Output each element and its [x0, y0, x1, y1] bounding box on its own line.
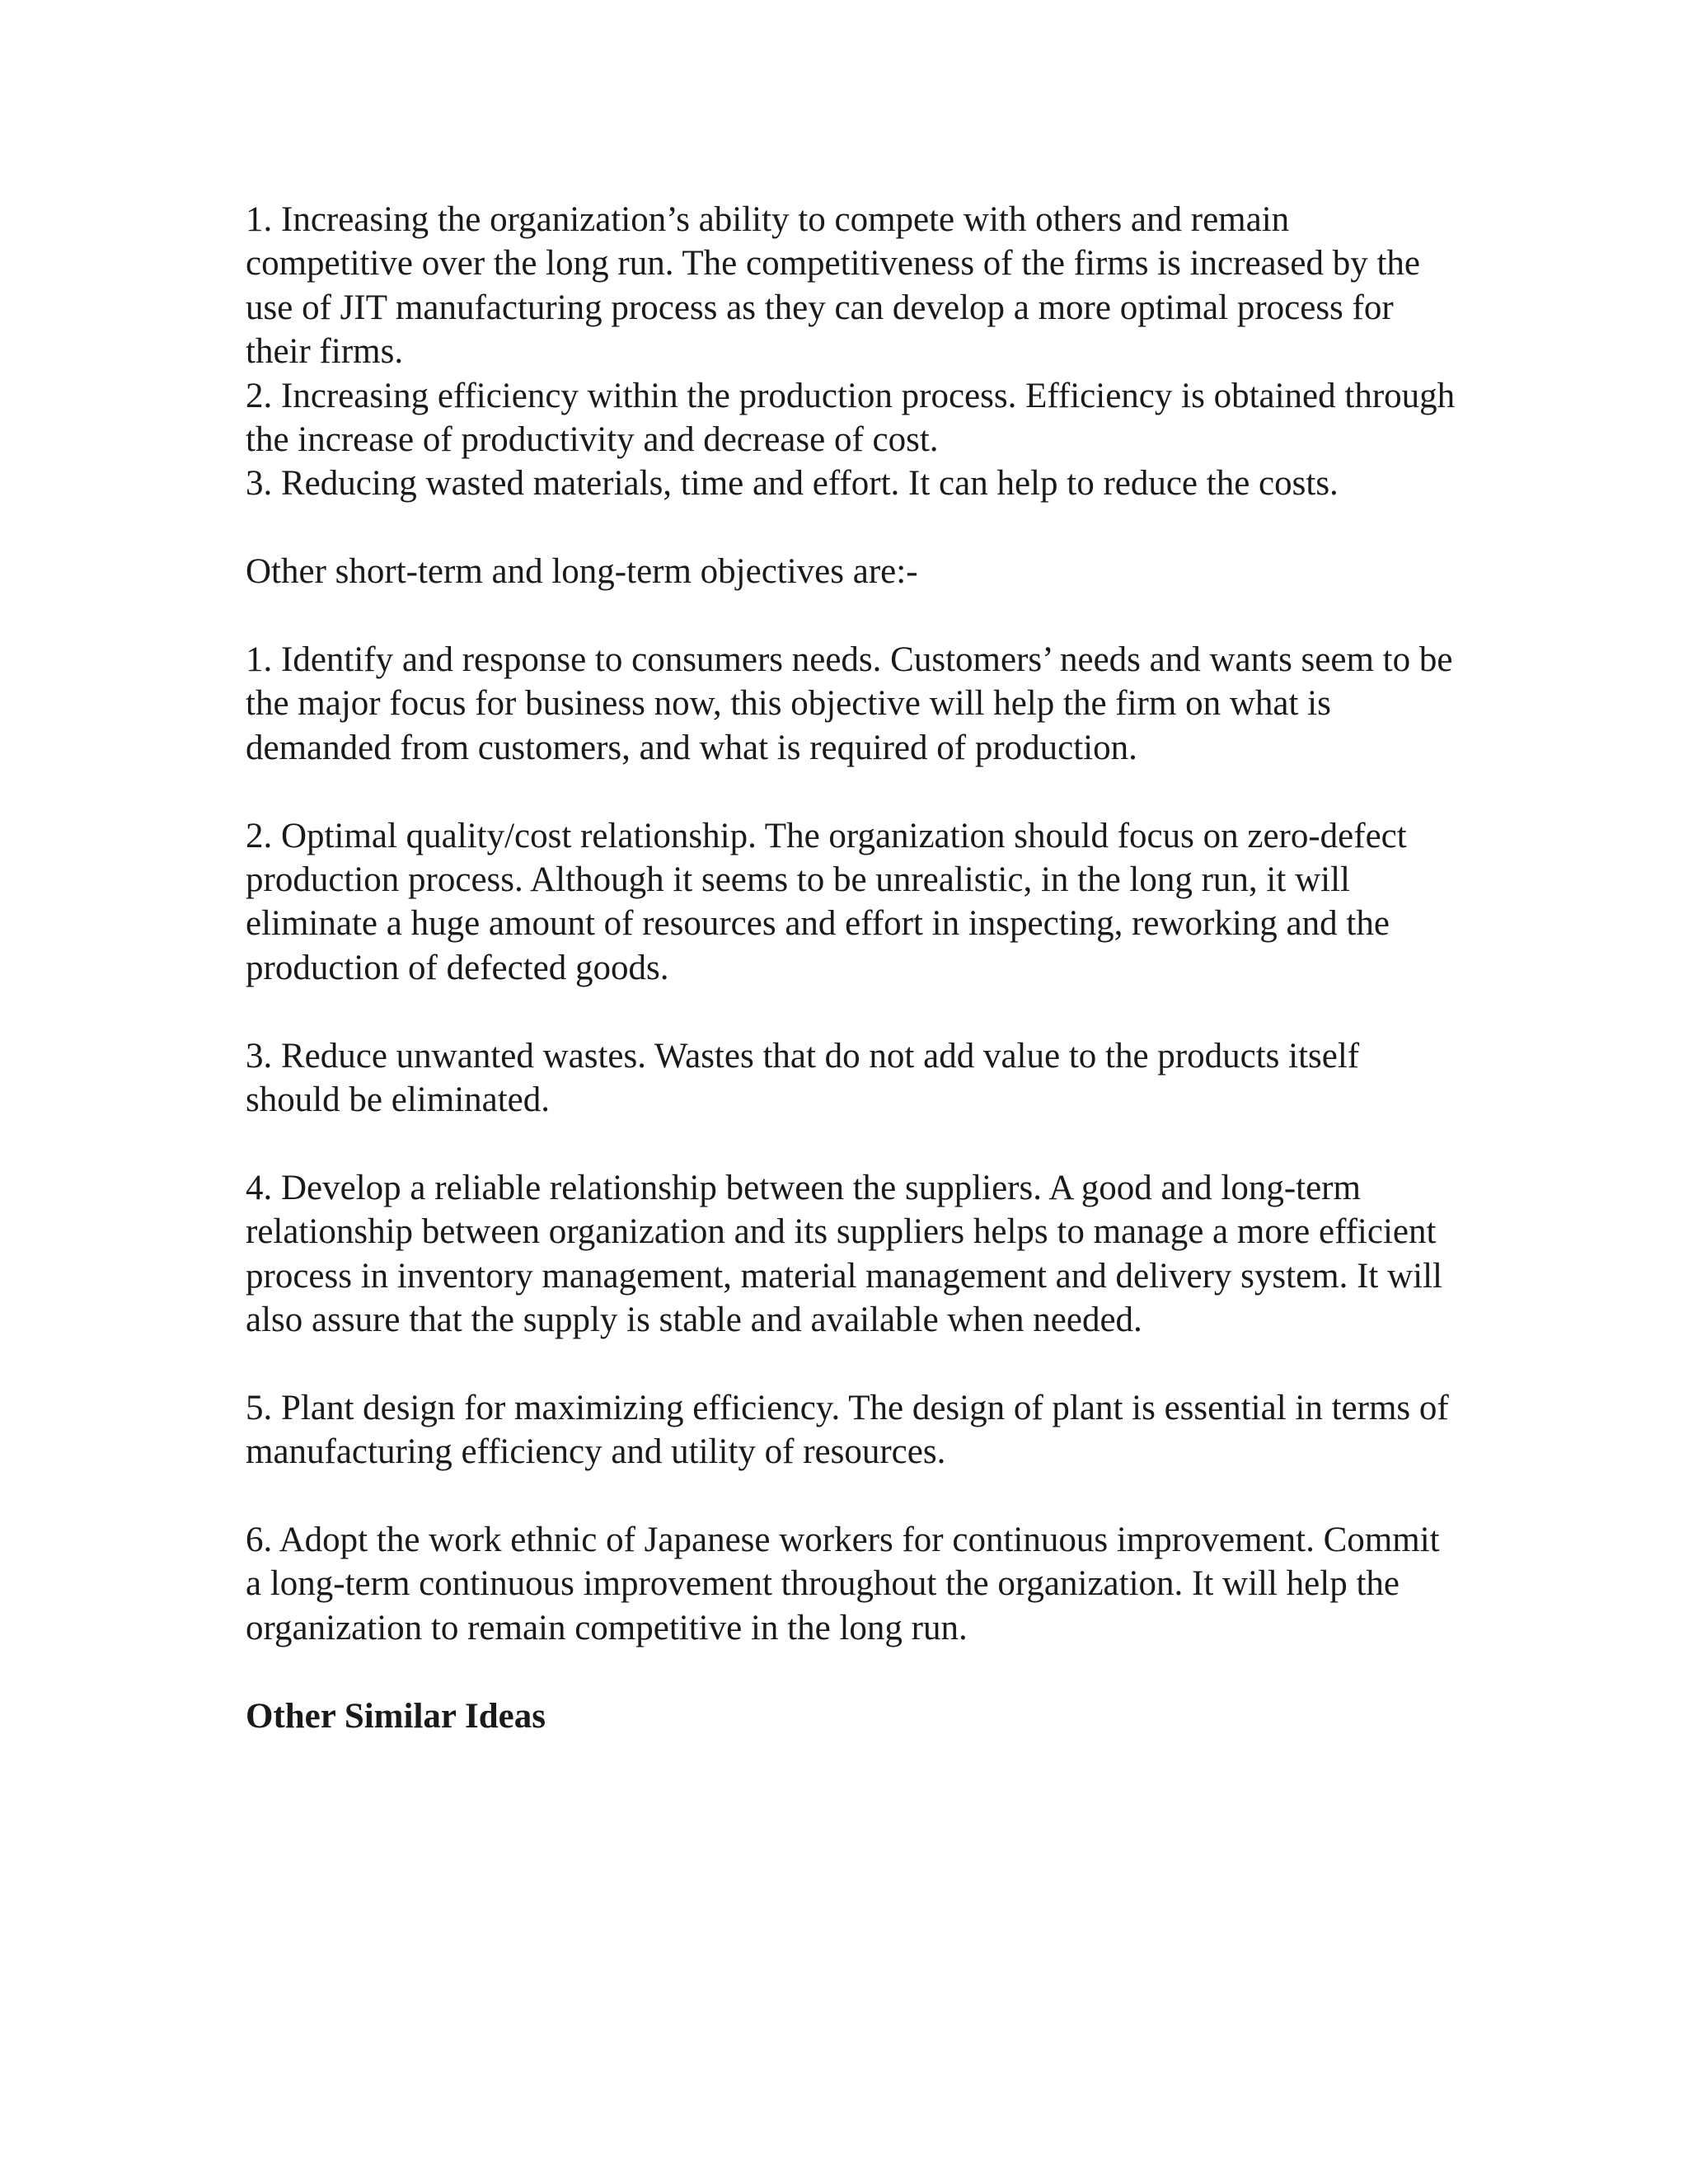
document-body — [246, 198, 1457, 1738]
intro-item-2: 2. Increasing efficiency within the production process. Efficiency is obtained through the increase of productivity and decrease of cost. — [246, 376, 1456, 460]
intro-item-1: 1. Increasing the organization’s ability to compete with others and remain competitive over the long run. The competitiveness of the firms is increased by the use of JIT manufacturing process as they can develop a more optimal process for their firms. — [246, 200, 1420, 372]
objective-item-1: 1. Identify and response to consumers needs. Customers’ needs and wants seem to be the major focus for business now, this objective will help the firm on what is demanded from customers, and what is required of production. — [246, 640, 1453, 767]
objective-item-5: 5. Plant design for maximizing efficiency. The design of plant is essential in terms of manufacturing efficiency and utility of resources. — [246, 1388, 1449, 1472]
objective-item-3: 3. Reduce unwanted wastes. Wastes that do not add value to the products itself should be eliminated. — [246, 1036, 1360, 1120]
intro-item-3: 3. Reducing wasted materials, time and effort. It can help to reduce the costs. — [246, 464, 1339, 504]
objective-item-2: 2. Optimal quality/cost relationship. The organization should focus on zero-defect production process. Although it seems to be unrealistic, in the long run, it will eliminate a huge amount of resources and effort in inspecting, reworking and the production of defected goods. — [246, 816, 1407, 987]
section-heading: Other Similar Ideas — [246, 1696, 546, 1736]
objective-item-4: 4. Develop a reliable relationship between the suppliers. A good and long-term relationship between organization and its suppliers helps to manage a more efficient process in inventory management, material management and delivery system. It will also assure that the supply is stable and available when needed. — [246, 1168, 1443, 1340]
objective-item-6: 6. Adopt the work ethnic of Japanese workers for continuous improvement. Commit a long-term continuous improvement throughout the organization. It will help the organization to remain competitive in the long run. — [246, 1521, 1440, 1647]
objectives-intro: Other short-term and long-term objectives are:- — [246, 552, 918, 592]
